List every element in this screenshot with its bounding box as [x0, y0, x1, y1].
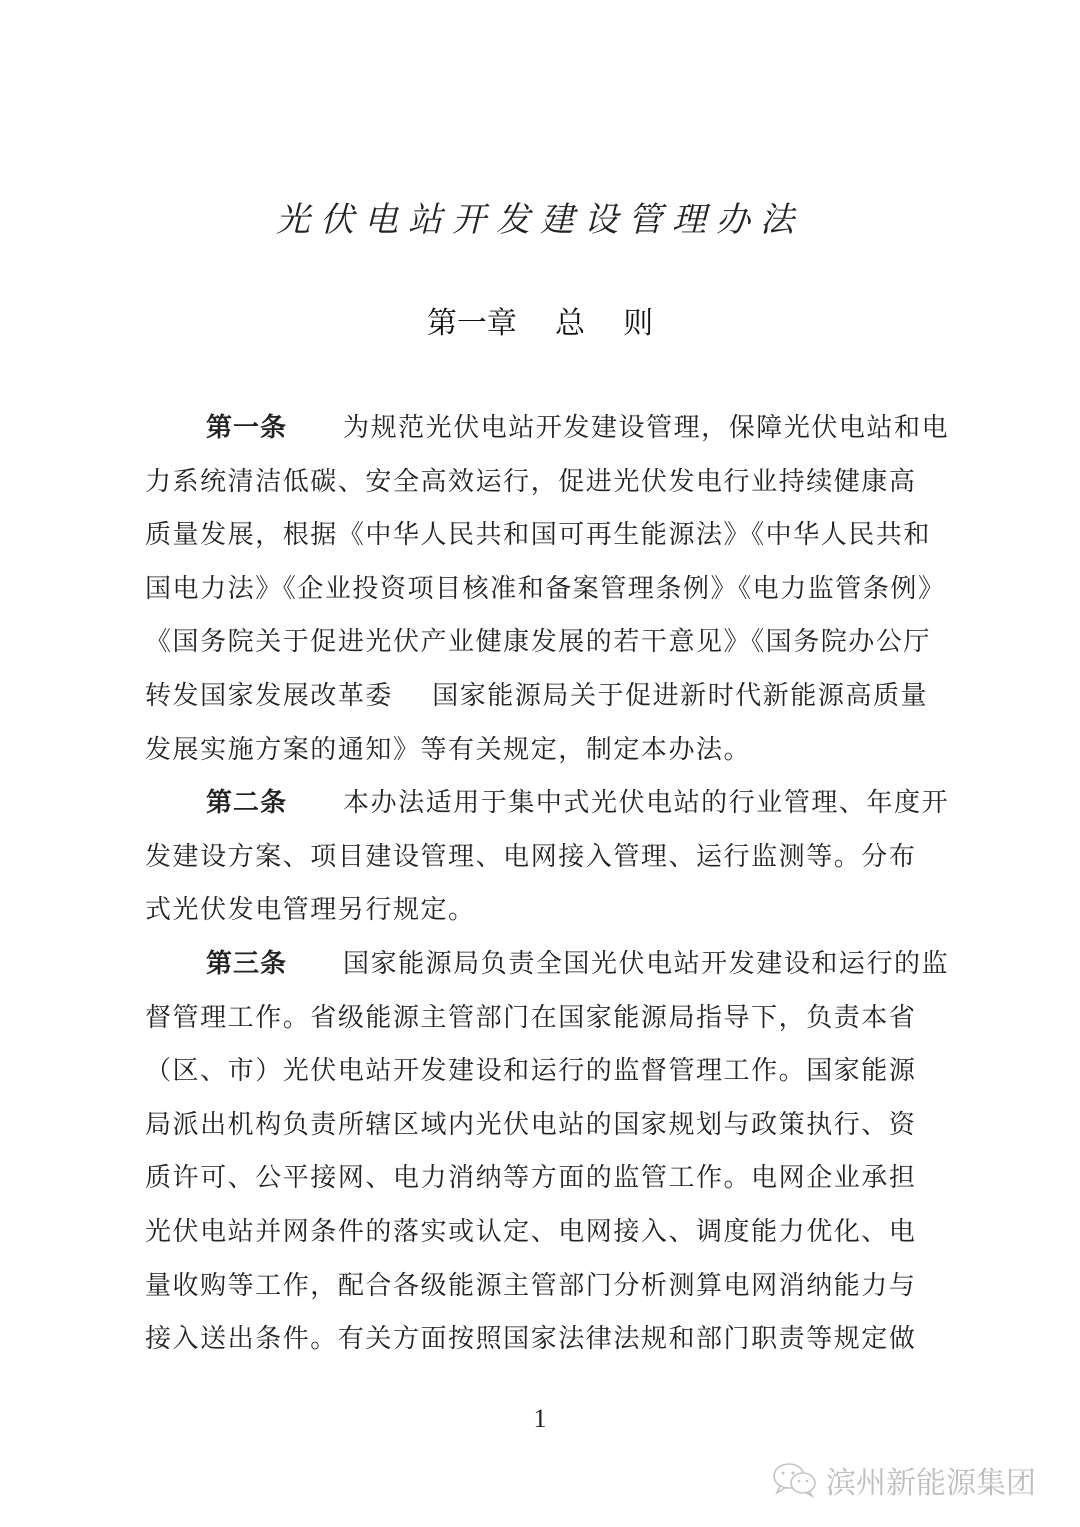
watermark-text: 滨州新能源集团 [826, 1466, 1036, 1501]
text-line: 光伏电站并网条件的落实或认定、电网接入、调度能力优化、电 [145, 1216, 917, 1247]
wechat-icon [772, 1462, 818, 1498]
article-first-line [145, 402, 950, 456]
text-line: 本办法适用于集中式光伏电站的行业管理、年度开 [343, 788, 950, 819]
text-line: 国电力法》《企业投资项目核准和备案管理条例》《电力监管条例》 [145, 573, 946, 604]
article-2 [145, 777, 950, 938]
text-line: 发展实施方案的通知》等有关规定，制定本办法。 [145, 734, 752, 765]
text-line: 国家能源局负责全国光伏电站开发建设和运行的监 [343, 948, 950, 979]
chapter-heading: 第一章 总 则 [426, 306, 654, 341]
text-line: 督管理工作。省级能源主管部门在国家能源局指导下，负责本省 [145, 1002, 917, 1033]
document-title: 光伏电站开发建设管理办法 [276, 200, 804, 240]
document-body [145, 402, 950, 1367]
watermark [772, 1458, 1036, 1502]
text-line: 质量发展，根据《中华人民共和国可再生能源法》《中华人民共和 [145, 520, 931, 551]
text-line: 式光伏发电管理另行规定。 [145, 895, 476, 926]
text-line: 量收购等工作，配合各级能源主管部门分析测算电网消纳能力与 [145, 1270, 917, 1301]
text-line: 接入送出条件。有关方面按照国家法律法规和部门职责等规定做 [145, 1324, 917, 1355]
article-1 [145, 402, 950, 777]
article-label: 第三条 [206, 948, 288, 979]
article-first-line [145, 938, 950, 992]
article-label: 第一条 [206, 413, 288, 443]
article-3 [145, 938, 950, 1367]
text-line: 发建设方案、项目建设管理、电网接入管理、运行监测等。分布 [145, 841, 917, 872]
text-line: （区、市）光伏电站开发建设和运行的监督管理工作。国家能源 [145, 1056, 917, 1087]
article-label: 第二条 [206, 788, 288, 819]
text-line: 力系统清洁低碳、安全高效运行，促进光伏发电行业持续健康高 [145, 466, 917, 497]
text-line: 质许可、公平接网、电力消纳等方面的监管工作。电网企业承担 [145, 1163, 917, 1194]
text-line: 转发国家发展改革委 国家能源局关于促进新时代新能源高质量 [145, 680, 929, 711]
page-number: 1 [533, 1404, 547, 1433]
article-first-line [145, 777, 950, 831]
text-line: 《国务院关于促进光伏产业健康发展的若干意见》《国务院办公厅 [145, 627, 931, 658]
text-line: 为规范光伏电站开发建设管理，保障光伏电站和电 [343, 413, 950, 443]
text-line: 局派出机构负责所辖区域内光伏电站的国家规划与政策执行、资 [145, 1109, 917, 1140]
